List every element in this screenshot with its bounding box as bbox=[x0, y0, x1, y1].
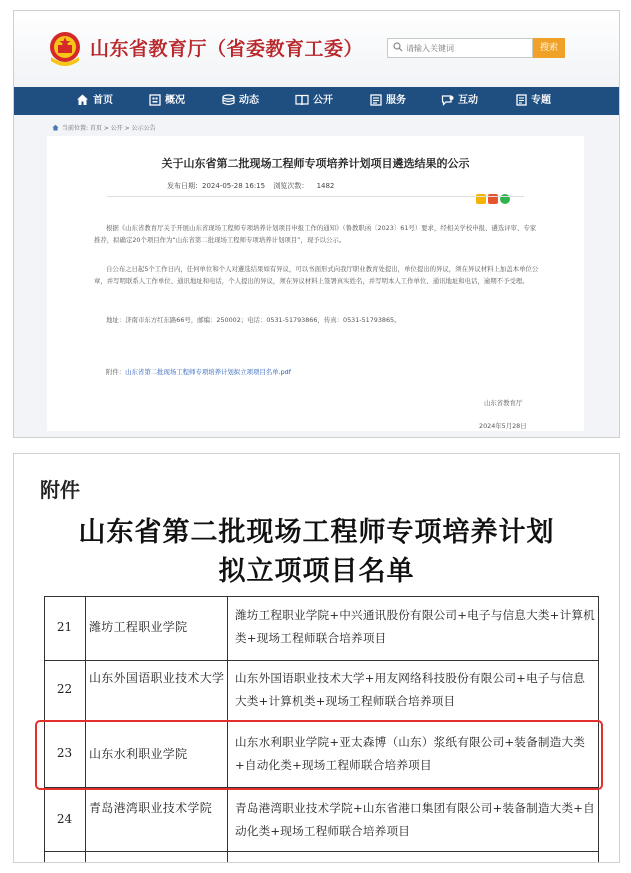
article-meta bbox=[167, 181, 340, 191]
breadcrumb bbox=[52, 123, 156, 132]
nav-item-public[interactable] bbox=[295, 87, 333, 115]
article-panel bbox=[47, 136, 584, 431]
favorite-icon[interactable] bbox=[476, 194, 486, 204]
home-icon bbox=[52, 124, 59, 131]
nav-label: 概况 bbox=[165, 95, 185, 106]
nav-label: 互动 bbox=[458, 95, 478, 106]
row-number: 22 bbox=[56, 682, 73, 696]
main-nav bbox=[14, 87, 619, 115]
signature-date: 2024年5月28日 bbox=[479, 422, 527, 430]
document-subtitle: 拟立项项目名单 bbox=[218, 556, 415, 587]
article-paragraph: 地址：济南市东方红东路66号，邮编：250002；电话：0531-51793866，传真：0531-51793865。 bbox=[106, 316, 401, 324]
service-icon bbox=[370, 94, 382, 106]
site-header bbox=[14, 11, 619, 87]
search-box[interactable] bbox=[387, 38, 533, 58]
wechat-icon[interactable] bbox=[500, 194, 510, 204]
news-icon bbox=[222, 94, 235, 106]
signature-org: 山东省教育厅 bbox=[484, 399, 523, 407]
print-icon[interactable] bbox=[488, 194, 498, 204]
search-icon bbox=[393, 42, 403, 52]
row-number: 24 bbox=[56, 812, 73, 826]
site-title: 山东省教育厅（省委教育工委） bbox=[90, 38, 364, 60]
nav-item-service[interactable] bbox=[370, 87, 406, 115]
table-border bbox=[44, 851, 599, 852]
school-name: 山东外国语职业技术大学 bbox=[89, 671, 225, 685]
project-name: 山东水利职业学院+亚太森博（山东）浆纸有限公司+装备制造大类+自动化类+现场工程师联合培养项目 bbox=[235, 735, 586, 772]
row-number: 23 bbox=[56, 746, 73, 760]
attachment-label: 附件 bbox=[40, 478, 80, 502]
article-paragraph: 根据《山东省教育厅关于开展山东省现场工程师专项培养计划项目申报工作的通知》（鲁教职函〔2023〕61号）要求，经相关学校申报、遴选评审、专家推荐，拟确定20个项目作为“山东省第二批现场工程师专项培养计划项目”，现予以公示。 bbox=[94, 224, 537, 244]
school-name: 山东水利职业学院 bbox=[89, 747, 188, 761]
table-border bbox=[44, 596, 599, 597]
chat-icon bbox=[441, 94, 454, 106]
topic-icon bbox=[516, 94, 527, 106]
project-name: 青岛港湾职业技术学院+山东省港口集团有限公司+装备制造大类+自动化类+现场工程师联合培养项目 bbox=[235, 801, 595, 838]
search-button[interactable]: 搜索 bbox=[533, 38, 565, 58]
row-number: 21 bbox=[56, 620, 73, 634]
national-emblem-icon bbox=[48, 31, 82, 67]
document-title: 山东省第二批现场工程师专项培养计划 bbox=[78, 517, 555, 548]
nav-item-news[interactable] bbox=[222, 87, 259, 115]
building-icon bbox=[149, 94, 161, 106]
attachment-line bbox=[106, 367, 291, 376]
attachment-link[interactable]: 山东省第二批现场工程师专项培养计划拟立项项目名单.pdf bbox=[125, 368, 291, 376]
nav-item-overview[interactable] bbox=[149, 87, 185, 115]
article-title: 关于山东省第二批现场工程师专项培养计划项目遴选结果的公示 bbox=[161, 157, 470, 170]
attachment-prefix: 附件： bbox=[106, 368, 126, 376]
search-input[interactable] bbox=[406, 40, 528, 56]
views-label: 浏览次数： bbox=[273, 182, 309, 190]
nav-item-interact[interactable] bbox=[441, 87, 478, 115]
book-icon bbox=[295, 94, 309, 106]
school-name: 青岛港湾职业技术学院 bbox=[89, 801, 213, 815]
nav-label: 专题 bbox=[531, 95, 551, 106]
highlight-box bbox=[35, 720, 603, 790]
project-name: 潍坊工程职业学院+中兴通讯股份有限公司+电子与信息大类+计算机类+现场工程师联合培养项目 bbox=[235, 608, 595, 645]
nav-item-topics[interactable] bbox=[516, 87, 551, 115]
school-name: 潍坊工程职业学院 bbox=[89, 620, 188, 634]
home-icon bbox=[76, 93, 89, 106]
nav-label: 首页 bbox=[93, 95, 113, 106]
project-name: 山东外国语职业技术大学+用友网络科技股份有限公司+电子与信息大类+计算机类+现场工程师联合培养项目 bbox=[235, 671, 586, 708]
share-buttons bbox=[476, 188, 512, 207]
article-paragraph: 自公布之日起5个工作日内，任何单位和个人对遴选结果如有异议，可以书面形式向我厅职业教育处提出，单位提出的异议，须在异议材料上加盖本单位公章，并写明联系人工作单位、通讯地址和电话，个人提出的异议，须在异议材料上签署真实姓名，并写明本人工作单位、通讯地址和电话，逾期不予受理。 bbox=[94, 265, 539, 285]
nav-item-home[interactable] bbox=[76, 87, 113, 115]
nav-label: 服务 bbox=[386, 95, 406, 106]
publish-date: 发布日期：2024-05-28 16:15 bbox=[167, 182, 266, 190]
table-border bbox=[44, 660, 599, 661]
nav-label: 公开 bbox=[313, 95, 333, 106]
attachment-document bbox=[13, 453, 620, 863]
breadcrumb-text: 当前位置: 首页 > 公开 > 公示公告 bbox=[62, 125, 156, 132]
views-count: 1482 bbox=[316, 182, 335, 190]
website-screenshot bbox=[13, 10, 620, 438]
divider bbox=[107, 196, 524, 197]
nav-label: 动态 bbox=[239, 95, 259, 106]
